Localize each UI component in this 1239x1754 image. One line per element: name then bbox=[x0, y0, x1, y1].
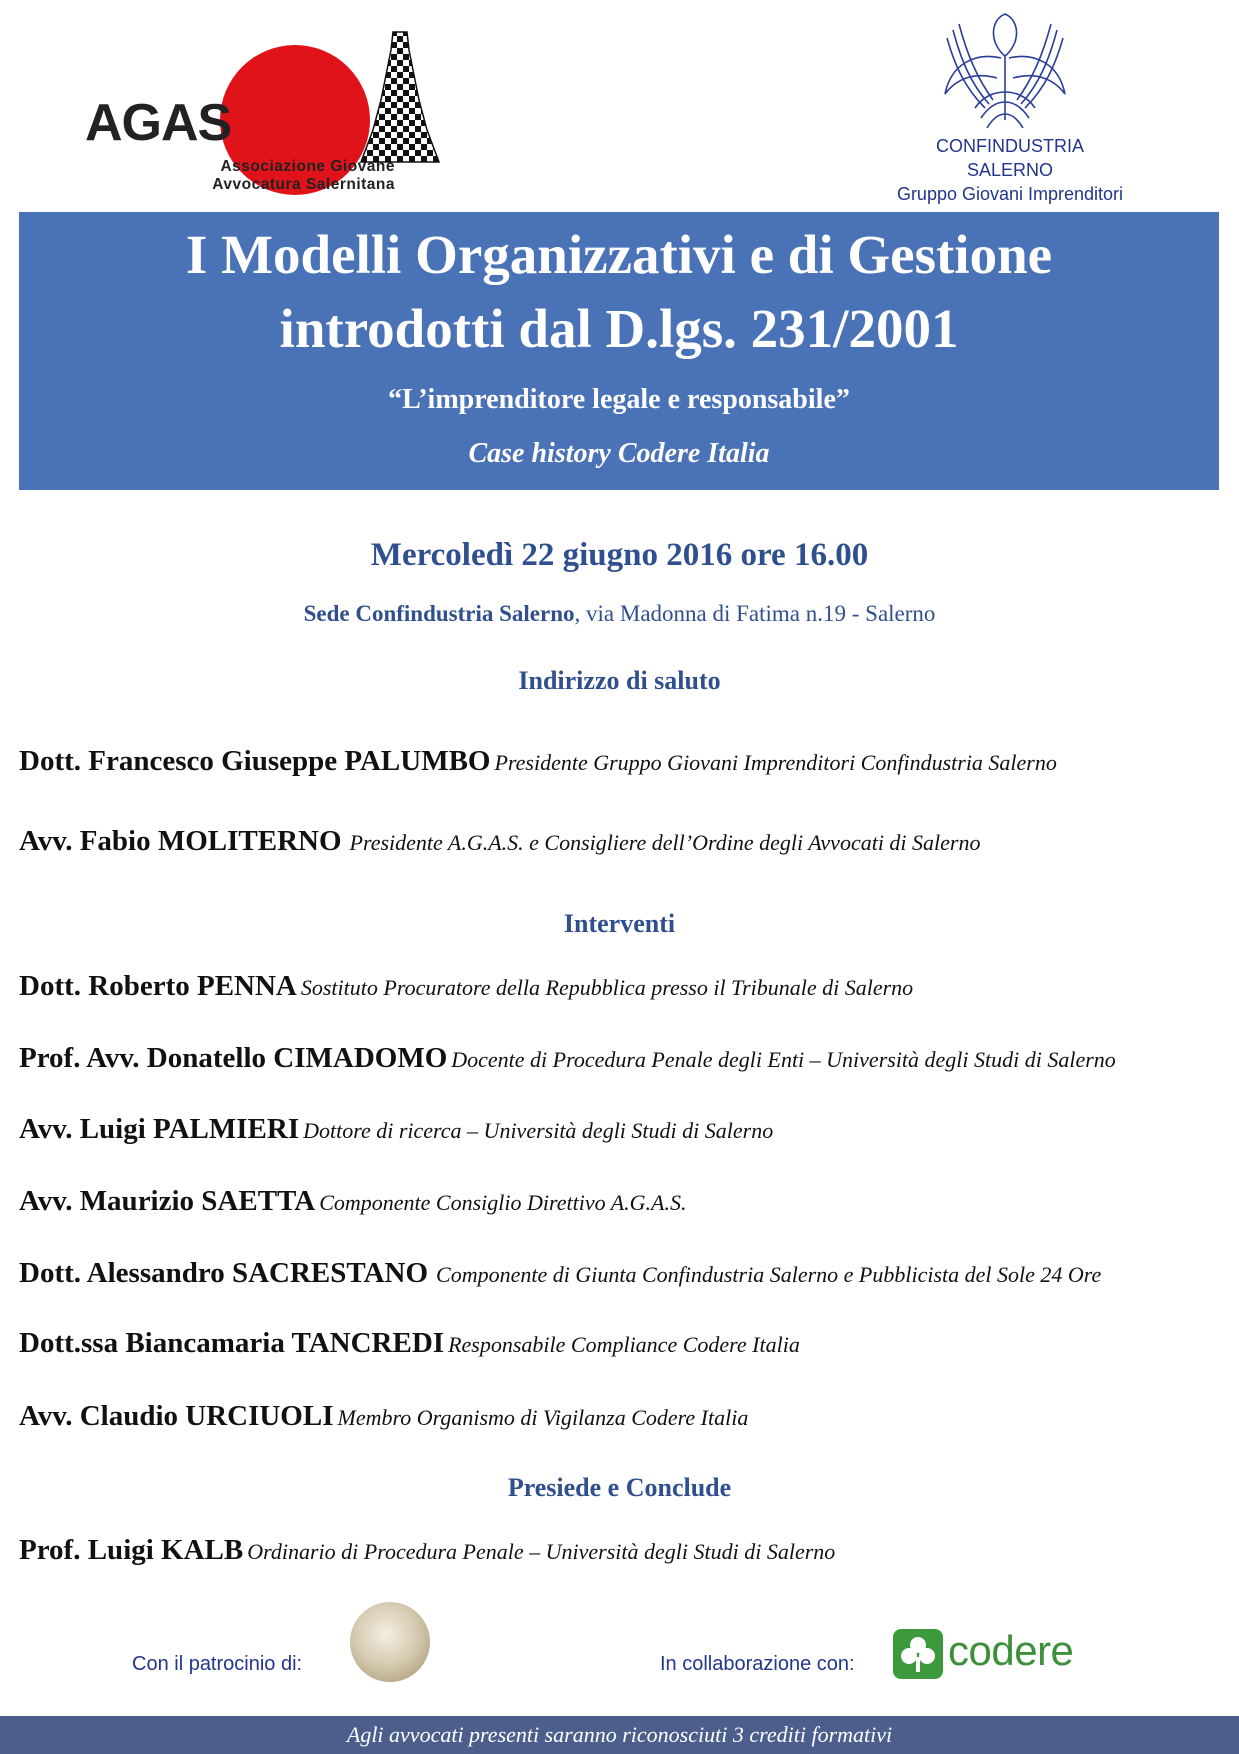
speaker-row bbox=[19, 1397, 1234, 1440]
section-heading-talks: Interventi bbox=[563, 909, 676, 938]
speaker-name: Avv. Fabio MOLITERNO bbox=[19, 825, 342, 857]
credits-footer-bar bbox=[0, 1716, 1239, 1754]
confindustria-text bbox=[870, 134, 1150, 206]
speaker-name: Prof. Luigi KALB bbox=[19, 1534, 244, 1566]
speaker-name: Prof. Avv. Donatello CIMADOMO bbox=[19, 1042, 448, 1074]
speaker-row bbox=[19, 1324, 1234, 1367]
speaker-role: Presidente A.G.A.S. e Consigliere dell’Ordine degli Avvocati di Salerno bbox=[349, 830, 981, 855]
speaker-role: Componente Consiglio Direttivo A.G.A.S. bbox=[319, 1190, 687, 1215]
agas-logo bbox=[85, 15, 395, 205]
title-line-2: introdotti dal D.lgs. 231/2001 bbox=[279, 298, 959, 359]
speaker-name: Dott. Francesco Giuseppe PALUMBO bbox=[19, 745, 491, 777]
speaker-role: Ordinario di Procedura Penale – Università degli Studi di Salerno bbox=[247, 1539, 836, 1564]
event-date: Mercoledì 22 giugno 2016 ore 16.00 bbox=[370, 537, 869, 573]
speaker-name: Dott.ssa Biancamaria TANCREDI bbox=[19, 1327, 445, 1359]
title-banner bbox=[19, 212, 1219, 490]
section-heading-greeting: Indirizzo di saluto bbox=[518, 666, 721, 695]
speaker-name: Dott. Roberto PENNA bbox=[19, 970, 297, 1002]
confindustria-line3: Gruppo Giovani Imprenditori bbox=[896, 184, 1124, 204]
speaker-name: Avv. Luigi PALMIERI bbox=[19, 1113, 300, 1145]
speaker-name: Avv. Claudio URCIUOLI bbox=[19, 1400, 334, 1432]
speaker-role: Componente di Giunta Confindustria Salerno e Pubblicista del Sole 24 Ore bbox=[436, 1262, 1102, 1287]
confindustria-line2: SALERNO bbox=[966, 160, 1054, 180]
speaker-row bbox=[19, 1531, 1234, 1574]
speaker-role: Dottore di ricerca – Università degli Studi di Salerno bbox=[303, 1118, 774, 1143]
speaker-row bbox=[19, 1110, 1234, 1153]
speaker-row bbox=[19, 1039, 1234, 1082]
venue-name: Sede Confindustria Salerno bbox=[303, 601, 575, 626]
title-line-1: I Modelli Organizzativi e di Gestione bbox=[185, 224, 1053, 285]
speaker-row bbox=[19, 967, 1234, 1010]
agas-subtitle bbox=[135, 158, 395, 194]
speaker-row bbox=[19, 742, 1234, 785]
case-history: Case history Codere Italia bbox=[468, 438, 770, 469]
agas-wordmark: AGAS bbox=[85, 94, 232, 152]
confindustria-line1: CONFINDUSTRIA bbox=[936, 136, 1084, 156]
credits-note: Agli avvocati presenti saranno riconosciuti 3 crediti formativi bbox=[346, 1722, 893, 1747]
collaboration-label: In collaborazione con: bbox=[660, 1653, 855, 1675]
event-venue bbox=[0, 598, 1239, 630]
speaker-row bbox=[19, 822, 1234, 865]
patronage-seal-image bbox=[350, 1602, 430, 1682]
venue-address: , via Madonna di Fatima n.19 - Salerno bbox=[574, 601, 936, 626]
speaker-row bbox=[19, 1182, 1234, 1225]
speaker-role: Sostituto Procuratore della Repubblica presso il Tribunale di Salerno bbox=[300, 975, 914, 1000]
section-heading-chair: Presiede e Conclude bbox=[507, 1473, 732, 1502]
codere-logo bbox=[893, 1625, 1093, 1680]
confindustria-logo bbox=[870, 8, 1150, 208]
agas-subtitle-line2: Avvocatura Salernitana bbox=[212, 176, 395, 193]
speaker-role: Membro Organismo di Vigilanza Codere Italia bbox=[337, 1405, 749, 1430]
speaker-name: Avv. Maurizio SAETTA bbox=[19, 1185, 316, 1217]
speaker-name: Dott. Alessandro SACRESTANO bbox=[19, 1257, 429, 1289]
speaker-role: Presidente Gruppo Giovani Imprenditori Confindustria Salerno bbox=[494, 750, 1057, 775]
agas-subtitle-line1: Associazione Giovane bbox=[220, 158, 395, 175]
patronage-label: Con il patrocinio di: bbox=[132, 1653, 303, 1675]
chess-tower-icon bbox=[355, 30, 445, 170]
speaker-role: Responsabile Compliance Codere Italia bbox=[448, 1332, 800, 1357]
eagle-emblem-icon bbox=[935, 8, 1075, 133]
speaker-row bbox=[19, 1254, 1234, 1297]
clover-icon bbox=[893, 1629, 943, 1679]
speaker-role: Docente di Procedura Penale degli Enti – Università degli Studi di Salerno bbox=[451, 1047, 1116, 1072]
codere-wordmark: codere bbox=[948, 1627, 1074, 1674]
subtitle: “L’imprenditore legale e responsabile” bbox=[388, 384, 850, 415]
